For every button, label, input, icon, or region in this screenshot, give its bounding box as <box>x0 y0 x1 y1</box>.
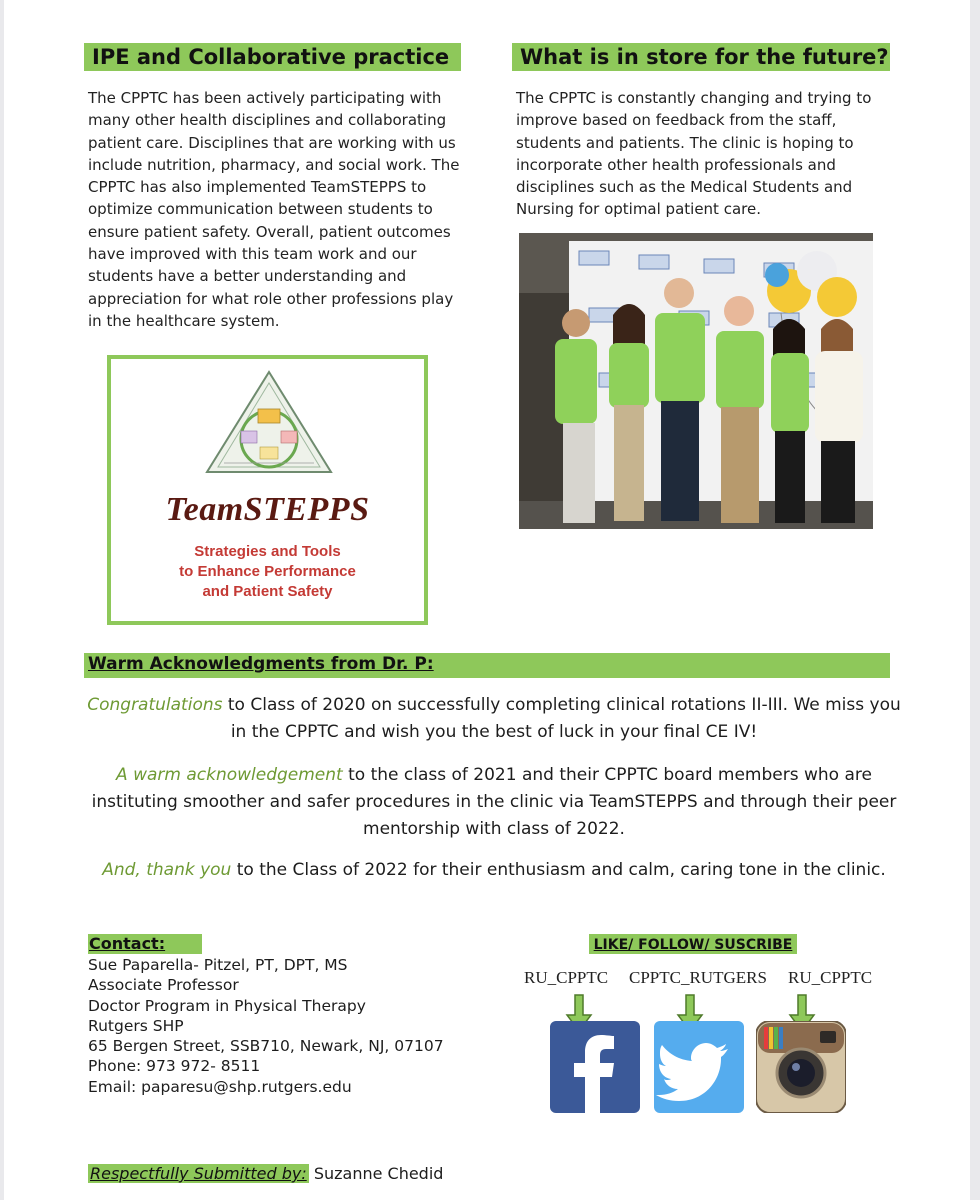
acknowledgments-header-bar <box>84 653 890 678</box>
ack-item-thank-you <box>74 857 914 884</box>
contact-email[interactable]: Email: paparesu@shp.rutgers.edu <box>88 1077 352 1096</box>
ack-item-congratulations <box>84 692 904 746</box>
twitter-icon[interactable] <box>654 1021 744 1113</box>
future-section-title: What is in store for the future? <box>512 43 890 71</box>
contact-program: Doctor Program in Physical Therapy <box>88 996 366 1015</box>
ack-lead: A warm acknowledgement <box>116 765 343 785</box>
ipe-section-title: IPE and Collaborative practice <box>84 43 461 71</box>
social-handle-twitter: CPPTC_RUTGERS <box>629 968 767 987</box>
contact-school: Rutgers SHP <box>88 1016 184 1035</box>
ack-lead: Congratulations <box>87 695 223 715</box>
contact-title-line: Associate Professor <box>88 976 239 995</box>
ack-text: to the Class of 2022 for their enthusiasm and calm, caring tone in the clinic. <box>231 860 886 880</box>
teamstepps-tagline <box>111 542 424 602</box>
tagline-line: to Enhance Performance <box>179 563 356 580</box>
social-handle-facebook: RU_CPPTC <box>524 968 609 987</box>
teamstepps-triangle-icon <box>204 369 334 475</box>
ack-text: to the class of 2021 and their CPPTC board members who are instituting smoother and safer procedures in the clinic via TeamSTEPPS and through their peer mentorship with class of 2022. <box>91 765 897 839</box>
instagram-icon[interactable] <box>756 1021 846 1113</box>
social-title: LIKE/ FOLLOW/ SUSCRIBE <box>589 934 797 954</box>
submitted-by <box>88 1163 443 1185</box>
ipe-section-body: The CPPTC has been actively participating with many other health disciplines and collaborating patient care. Disciplines that are working with us include nutrition, pharmacy, and social work. The CPPTC has also implemented TeamSTEPPS to optimize communication between students to ensure patient safety. Overall, patient outcomes have improved with this team work and our students have a better understanding and appreciation for what role other professions play in the healthcare system. <box>88 89 460 330</box>
tagline-line: Strategies and Tools <box>194 543 341 560</box>
submitted-by-name: Suzanne Chedid <box>313 1164 444 1183</box>
acknowledgments-title: Warm Acknowledgments from Dr. P: <box>88 654 434 674</box>
ack-text: to Class of 2020 on successfully completing clinical rotations II-III. We miss you in the CPPTC and wish you the best of luck in your final CE IV! <box>222 695 901 742</box>
contact-phone: Phone: 973 972- 8511 <box>88 1057 261 1076</box>
contact-address: 65 Bergen Street, SSB710, Newark, NJ, 07107 <box>88 1037 444 1056</box>
contact-name: Sue Paparella- Pitzel, PT, DPT, MS <box>88 956 348 974</box>
ack-item-warm-acknowledgement <box>84 762 904 843</box>
future-section-body: The CPPTC is constantly changing and trying to improve based on feedback from the staff, students and patients. The clinic is hoping to incorporate other health professionals and disciplines such as the Medical Students and Nursing for optimal patient care. <box>516 89 872 219</box>
facebook-icon[interactable] <box>550 1021 640 1113</box>
teamstepps-logo-text: TeamSTEPPS <box>165 491 370 528</box>
social-handle-instagram: RU_CPPTC <box>788 968 873 987</box>
contact-title: Contact: <box>88 934 202 954</box>
newsletter-page <box>4 0 970 1200</box>
ack-lead: And, thank you <box>102 860 232 880</box>
group-photo <box>519 233 873 529</box>
tagline-line: and Patient Safety <box>202 583 333 600</box>
teamstepps-logo-box <box>107 355 428 625</box>
submitted-by-label: Respectfully Submitted by: <box>90 1164 307 1183</box>
contact-block <box>88 955 468 1097</box>
